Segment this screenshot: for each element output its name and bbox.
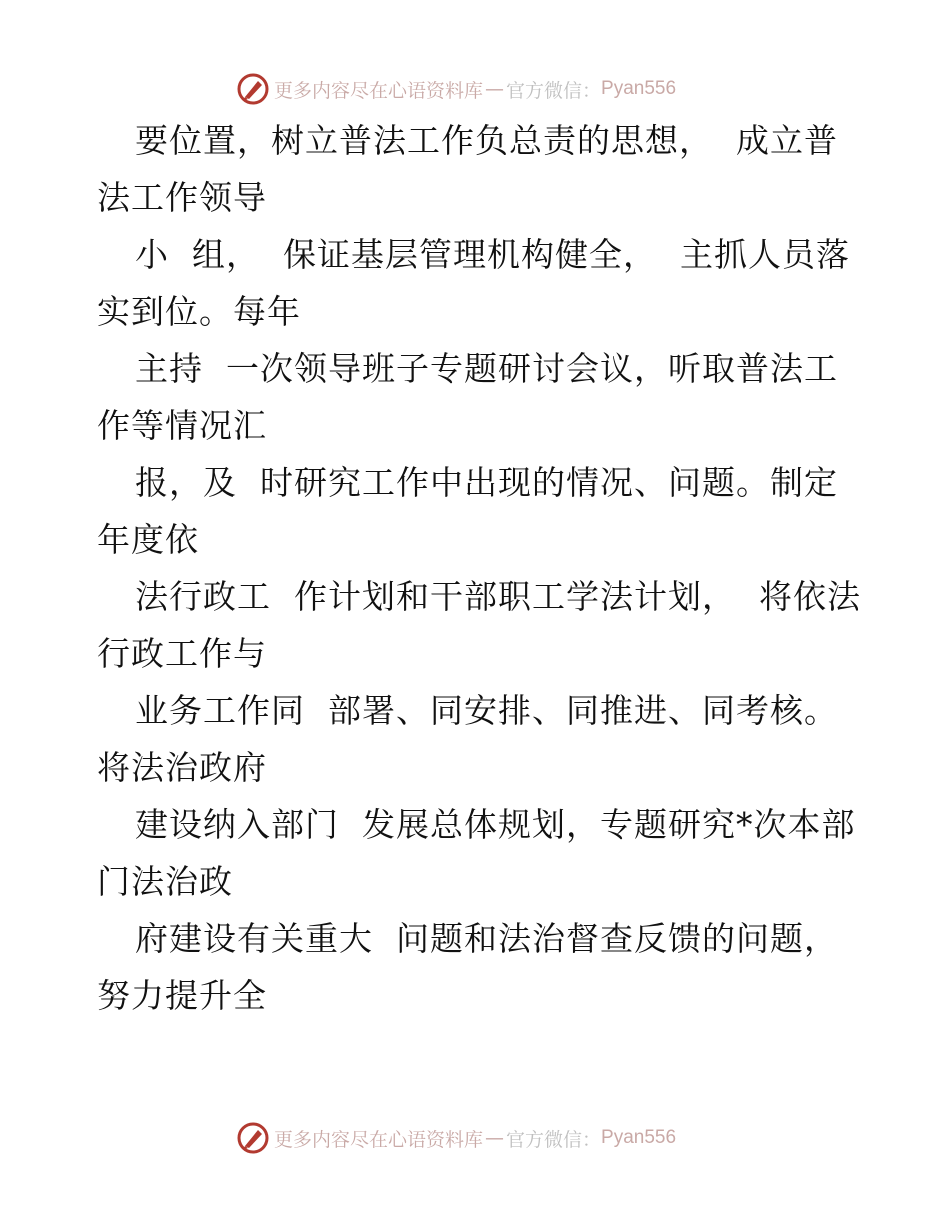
seal-pen-icon [236,1121,270,1155]
text-line-4: 实到位。每年 [97,292,301,331]
watermark-text: 更多内容尽在心语资料库 [274,1128,484,1151]
text-line-9: 法行政工 作计划和干部职工学法计划， 将依法 [135,577,861,616]
text-line-6: 作等情况汇 [97,406,267,445]
document-body [97,121,877,1036]
watermark-wechat-id: Pyan556 [601,78,677,99]
text-line-8: 年度依 [97,520,199,559]
watermark-wechat-label: 官方微信： [506,1128,602,1151]
watermark-wechat-id: Pyan556 [601,1127,677,1148]
watermark-dash: — [485,78,505,100]
watermark-dash: — [485,1127,505,1149]
watermark-wechat-label: 官方微信： [506,79,602,102]
text-line-5: 主持 一次领导班子专题研讨会议，听取普法工 [135,349,838,388]
text-line-7: 报，及 时研究工作中出现的情况、问题。制定 [135,463,838,502]
text-line-12: 将法治政府 [97,748,267,787]
header-watermark [236,72,676,106]
text-line-11: 业务工作同 部署、同安排、同推进、同考核。 [135,691,838,730]
watermark-text: 更多内容尽在心语资料库 [274,79,484,102]
text-line-16: 努力提升全 [97,976,267,1015]
footer-watermark [236,1121,676,1155]
text-line-10: 行政工作与 [97,634,267,673]
text-line-13: 建设纳入部门 发展总体规划，专题研究*次本部 [135,805,856,844]
text-line-14: 门法治政 [97,862,233,901]
seal-pen-icon [236,72,270,106]
text-line-15: 府建设有关重大 问题和法治督查反馈的问题， [135,919,838,958]
text-line-2: 法工作领导 [97,178,267,217]
text-line-3: 小 组， 保证基层管理机构健全， 主抓人员落 [135,235,850,274]
text-line-1: 要位置，树立普法工作负总责的思想， 成立普 [135,121,838,160]
